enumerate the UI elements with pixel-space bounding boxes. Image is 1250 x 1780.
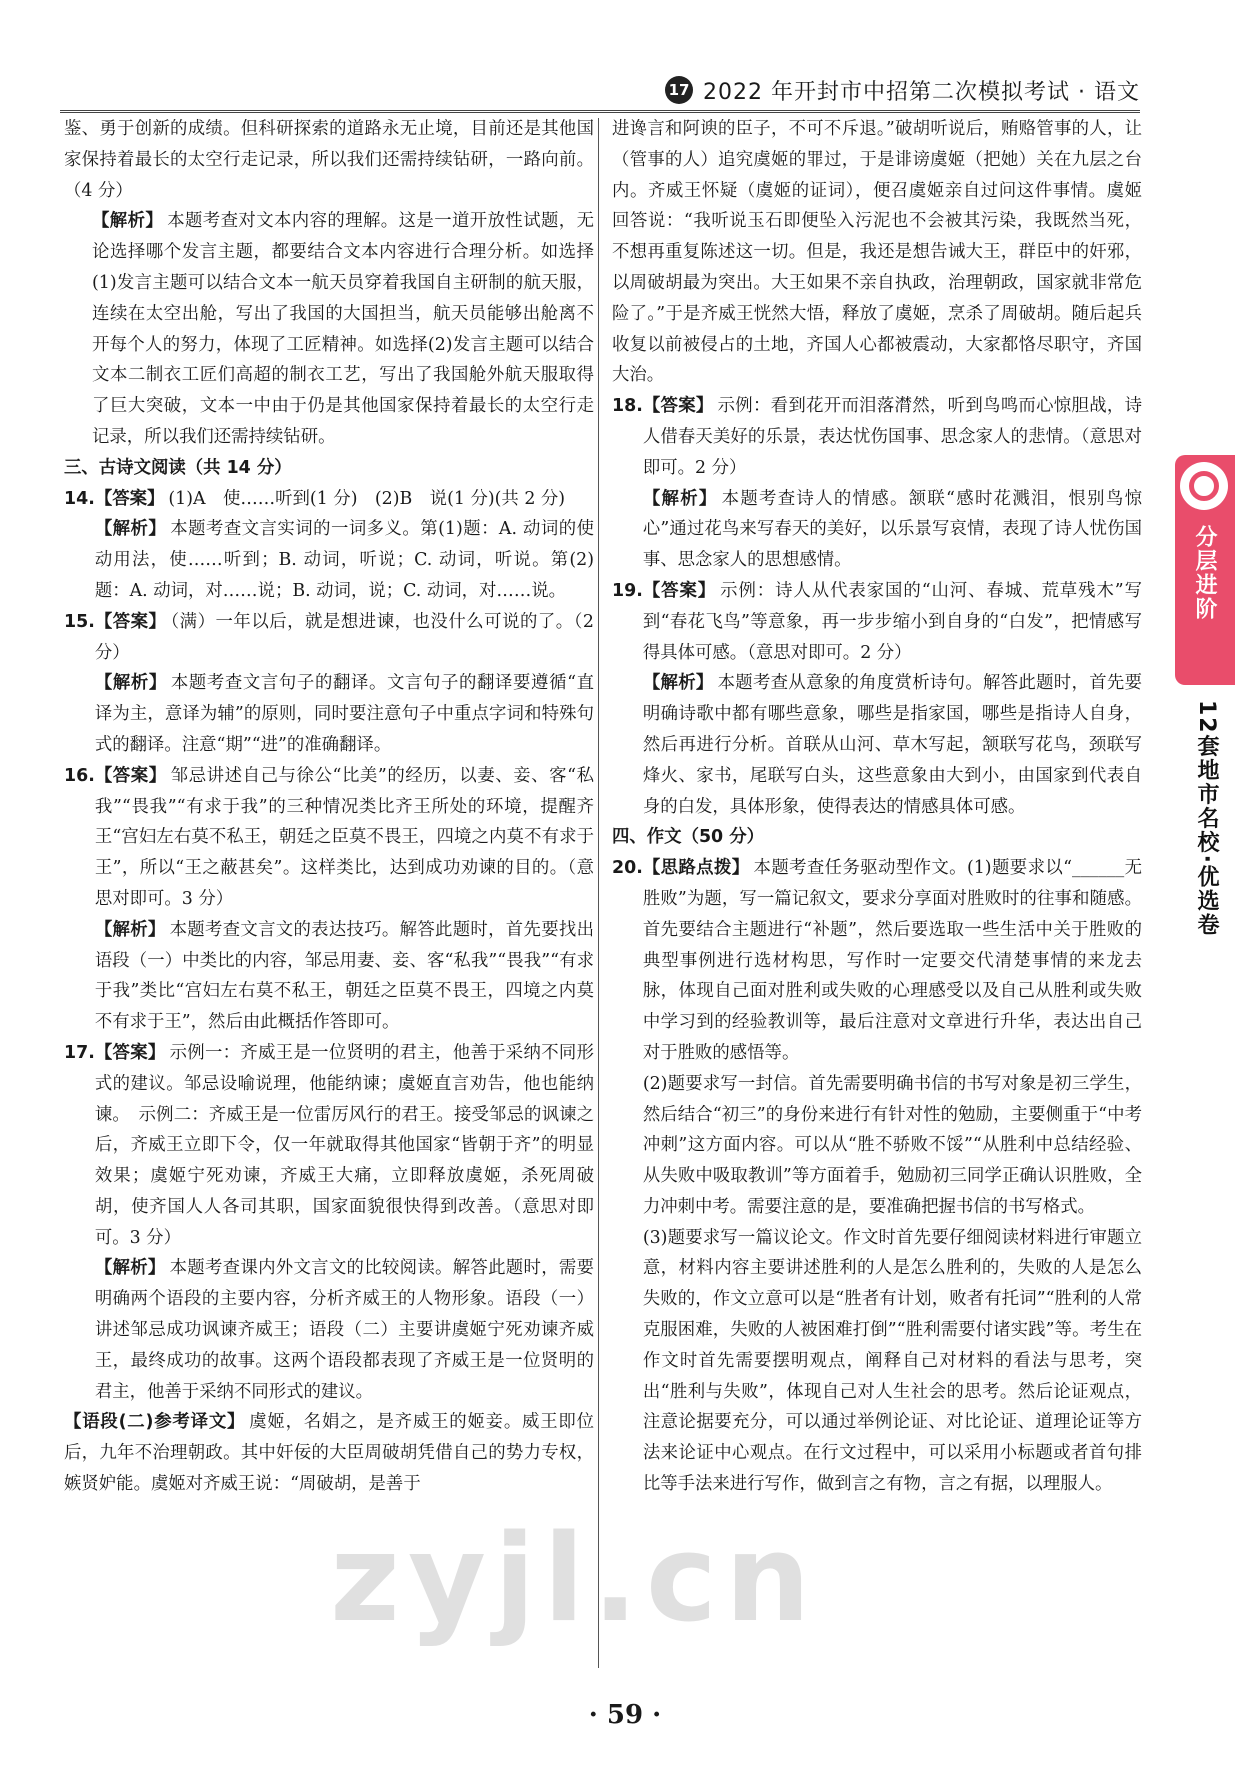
question-number: 16.: [64, 765, 95, 786]
section-heading-3: 三、古诗文阅读（共 14 分）: [64, 457, 292, 478]
analysis-text: 本题考查课内外文言文的比较阅读。解答此题时，需要明确两个语段的主要内容，分析齐威王的人物形象。语段（一）讲述邹忌成功讽谏齐威王；语段（二）主要讲虞姬宁死劝谏齐威王，最终成功的故事。这两个语段都表现了齐威王是一位贤明的君主，他善于采纳不同形式的建议。: [94, 1258, 594, 1402]
question-16: [64, 761, 594, 1038]
question-number: 14.: [64, 488, 95, 509]
analysis: [95, 668, 594, 760]
answer-text: (1)A 使……听到(1 分) (2)B 说(1 分)(共 2 分): [168, 488, 566, 509]
question-number: 15.: [64, 611, 95, 632]
page-number: · 59 ·: [588, 1700, 662, 1730]
answer: [95, 761, 594, 915]
side-label-1: 分层进阶: [1192, 525, 1217, 621]
analysis: [95, 514, 594, 606]
question-number: 18.: [612, 396, 643, 417]
question-14: [64, 484, 594, 607]
analysis-text: 本题考查文言文的表达技巧。解答此题时，首先要找出语段（一）中类比的内容，邹忌用妻、妾、客“私我”“畏我”“有求于我”类比“宫妇左右莫不私王，朝廷之臣莫不畏王，四境之内莫不有求于王”，然后由此概括作答即可。: [94, 919, 594, 1033]
question-number: 17.: [64, 1042, 95, 1063]
answer-text: 示例一：齐威王是一位贤明的君主，他善于采纳不同形式的建议。邹忌设喻说理，他能纳谏；虞姬直言劝告，他也能纳谏。 示例二：齐威王是一位雷厉风行的君王。接受邹忌的讽谏之后，齐威王立即下令，仅一年就取得其他国家“皆朝于齐”的明显效果；虞姬宁死劝谏，齐威王大痛，立即释放虞姬，杀死周破胡，使齐国人人各司其职，国家面貌很快得到改善。（意思对即可。3 分）: [94, 1042, 594, 1248]
right-column: [612, 114, 1142, 1500]
answer: [95, 484, 594, 515]
question-18: [612, 391, 1142, 576]
question-number: 20.: [612, 858, 643, 879]
analysis-tag: 【解析】: [94, 919, 166, 940]
analysis: [64, 206, 594, 452]
analysis-text: 本题考查文言句子的翻译。文言句子的翻译要遵循“直译为主，意译为辅”的原则，同时要注意句子中重点字词和特殊句式的翻译。注意“期”“进”的准确翻译。: [94, 673, 594, 755]
section-heading-4: 四、作文（50 分）: [612, 827, 764, 848]
answer-tag: 【答案】: [94, 488, 165, 509]
answer-tag: 【答案】: [642, 580, 717, 601]
left-column: [64, 114, 594, 1500]
analysis: [95, 1253, 594, 1407]
answer-tag: 【答案】: [94, 1042, 166, 1063]
thinking-guide-tag: 【思路点拨】: [642, 858, 750, 879]
analysis-tag: 【解析】: [94, 519, 167, 540]
header-title: 2022 年开封市中招第二次模拟考试 · 语文: [703, 79, 1140, 105]
watermark: zyjl.cn: [330, 1510, 819, 1649]
thinking-guide: [643, 853, 1142, 1069]
answer-tag: 【答案】: [642, 396, 714, 417]
answer: [643, 391, 1142, 483]
question-15: [64, 607, 594, 761]
thinking-guide-3: (3)题要求写一篇议论文。作文时首先要仔细阅读材料进行审题立意，材料内容主要讲述胜利的人是怎么胜利的，失败的人是怎么失败的，作文立意可以是“胜者有计划，败者有托词”“胜利的人常克服困难，失败的人被困难打倒”“胜利需要付诸实践”等。考生在作文时首先需要摆明观点，阐释自己对材料的看法与思考，突出“胜利与失败”，体现自己对人生社会的思考。然后论证观点，注意论据要充分，可以通过举例论证、对比论证、道理论证等方法来论证中心观点。在行文过程中，可以采用小标题或者首句排比等手法来进行写作，做到言之有物，言之有据，以理服人。: [642, 1227, 1142, 1495]
analysis-tag: 【解析】: [94, 1258, 166, 1279]
reference-translation: [64, 1407, 594, 1499]
answer-text: 示例：诗人从代表家国的“山河、春城、荒草残木”写到“春花飞鸟”等意象，再一步步缩小到自身的“白发”，把情感写得具体可感。（意思对即可。2 分）: [642, 580, 1142, 663]
question-17: [64, 1038, 594, 1408]
exam-number-badge: 17: [665, 76, 693, 104]
reference-text: 虞姬，名娟之，是齐威王的姬妾。威王即位后，九年不治理朝政。其中奸佞的大臣周破胡凭借自己的势力专权，嫉贤妒能。虞姬对齐威王说：“周破胡，是善于: [64, 1412, 594, 1495]
column-divider: [598, 118, 599, 1668]
question-19: [612, 576, 1142, 822]
analysis-tag: 【解析】: [94, 673, 167, 694]
analysis-tag: 【解析】: [92, 211, 164, 232]
answer: [643, 576, 1142, 668]
answer-text: 邹忌讲述自己与徐公“比美”的经历，以妻、妾、客“私我”“畏我”“有求于我”的三种情况类比齐王所处的环境，提醒齐王“宫妇左右莫不私王，朝廷之臣莫不畏王，四境之内莫不有求于王”，所以“王之蔽甚矣”。这样类比，达到成功劝谏的目的。（意思对即可。3 分）: [94, 765, 594, 909]
page-header: [60, 70, 1140, 113]
answer-tag: 【答案】: [94, 611, 167, 632]
analysis-text: 本题考查文言实词的一词多义。第(1)题：A. 动词的使动用法，使……听到；B. 动词，听说；C. 动词，听说。第(2)题：A. 动词，对……说；B. 动词，说；C. 动词，对……说。: [94, 519, 594, 601]
answer-text: 示例：看到花开而泪落潸然，听到鸟鸣而心惊胆战，诗人借春天美好的乐景，表达忧伤国事、思念家人的悲情。（意思对即可。2 分）: [642, 396, 1142, 478]
answer-text: （满）一年以后，就是想进谏，也没什么可说的了。（2 分）: [94, 611, 594, 663]
analysis-text: 本题考查诗人的情感。颔联“感时花溅泪，恨别鸟惊心”通过花鸟来写春天的美好，以乐景写哀情，表现了诗人忧伤国事、思念家人的思想感情。: [642, 488, 1142, 571]
analysis: [643, 484, 1142, 576]
analysis: [95, 915, 594, 1038]
answer: [95, 607, 594, 669]
analysis-text: 本题考查对文本内容的理解。这是一道开放性试题，无论选择哪个发言主题，都要结合文本内容进行合理分析。如选择(1)发言主题可以结合文本一航天员穿着我国自主研制的航天服，连续在太空出舱，写出了我国的大国担当，航天员能够出舱离不开每个人的努力，体现了工匠精神。如选择(2)发言主题可以结合文本二制衣工匠们高超的制衣工艺，写出了我国舱外航天服取得了巨大突破，文本一中由于仍是其他国家保持着最长的太空行走记录，所以我们还需持续钻研。: [92, 211, 594, 447]
answer-tag: 【答案】: [94, 765, 167, 786]
reference-tag: 【语段(二)参考译文】: [64, 1412, 246, 1433]
analysis-tag: 【解析】: [642, 673, 714, 694]
thinking-guide-2: (2)题要求写一封信。首先需要明确书信的书写对象是初三学生，然后结合“初三”的身份来进行有针对性的勉励，主要侧重于“中考冲刺”这方面内容。可以从“胜不骄败不馁”“从胜利中总结经验、从失败中吸取教训”等方面着手，勉励初三同学正确认识胜败，全力冲刺中考。需要注意的是，要准确把握书信的书写格式。: [642, 1073, 1142, 1217]
thinking-guide-text: 本题考查任务驱动型作文。(1)题要求以“______无胜败”为题，写一篇记叙文，要求分享面对胜败时的往事和随感。首先要结合主题进行“补题”，然后要选取一些生活中关于胜败的典型事例进行选材构思，写作时一定要交代清楚事情的来龙去脉，体现自己面对胜利或失败的心理感受以及自己从胜利或失败中学习到的经验教训等，最后注意对文章进行升华，表达出自己对于胜败的感悟等。: [642, 858, 1142, 1063]
reference-translation-continued: 进谗言和阿谀的臣子，不可不斥退。”破胡听说后，贿赂管事的人，让（管事的人）追究虞姬的罪过，于是诽谤虞姬（把她）关在九层之台内。齐威王怀疑（虞姬的证词），便召虞姬亲自过问这件事情。虞姬回答说：“我听说玉石即便坠入污泥也不会被其污染，我既然当死，不想再重复陈述这一切。但是，我还是想告诫大王，群臣中的奸邪，以周破胡最为突出。大王如果不亲自执政，治理朝政，国家就非常危险了。”于是齐威王恍然大悟，释放了虞姬，烹杀了周破胡。随后起兵收复以前被侵占的土地，齐国人心都被震动，大家都恪尽职守，齐国大治。: [612, 119, 1142, 386]
answer: [95, 1038, 594, 1254]
paragraph: 鉴、勇于创新的成绩。但科研探索的道路永无止境，目前还是其他国家保持着最长的太空行走记录，所以我们还需持续钻研，一路向前。（4 分）: [64, 119, 594, 201]
analysis-text: 本题考查从意象的角度赏析诗句。解答此题时，首先要明确诗歌中都有哪些意象，哪些是指家国，哪些是指诗人自身，然后再进行分析。首联从山河、草木写起，颔联写花鸟，颈联写烽火、家书，尾联写白头，这些意象由大到小，由国家到代表自身的白发，具体形象，使得表达的情感具体可感。: [642, 673, 1142, 817]
target-icon: [1180, 462, 1228, 510]
analysis: [643, 668, 1142, 822]
question-number: 19.: [612, 580, 643, 601]
side-label-2: 12套地市名校·优选卷: [1194, 700, 1219, 937]
question-20: [612, 853, 1142, 1500]
analysis-tag: 【解析】: [642, 488, 718, 509]
